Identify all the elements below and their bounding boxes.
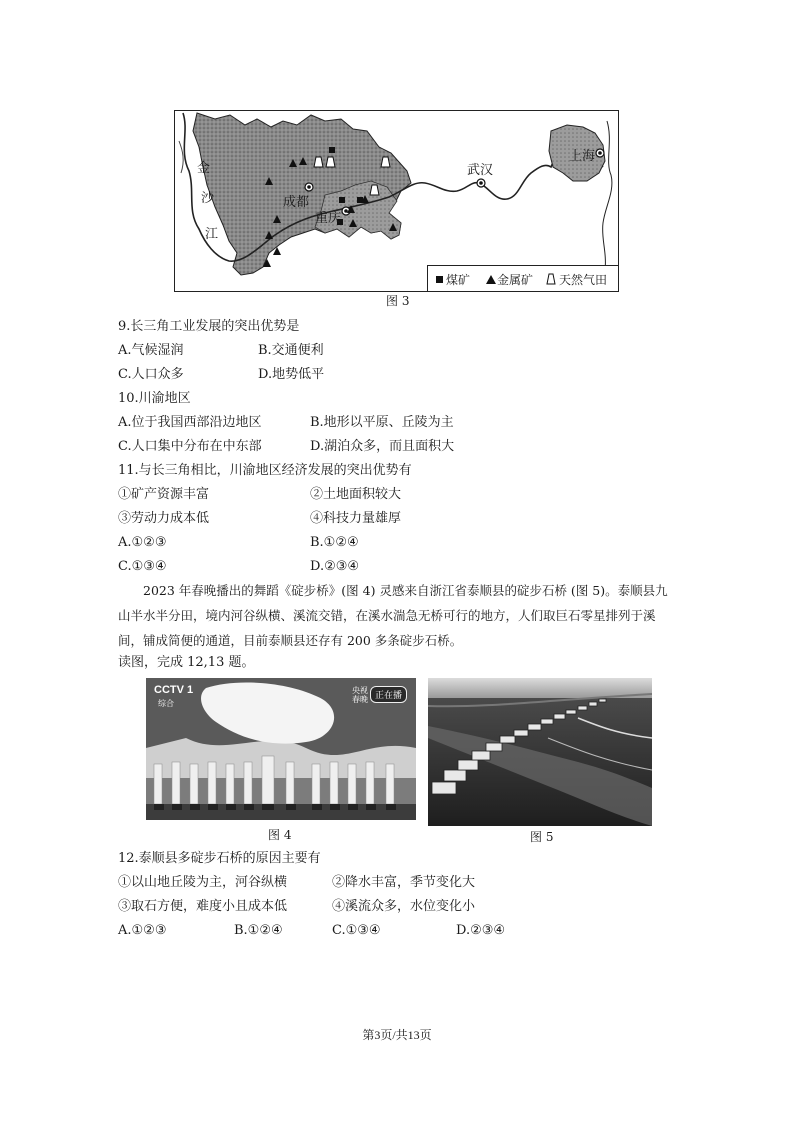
label-chongqing: 重庆	[315, 211, 342, 226]
legend-coal-label: 煤矿	[446, 273, 471, 287]
coastline	[603, 121, 615, 287]
gala-badge: 央视 春晚	[352, 686, 368, 704]
q10-stem: 10.川渝地区	[118, 391, 191, 406]
q12-item-1: ①以山地丘陵为主，河谷纵横	[118, 875, 288, 890]
label-wuhan: 武汉	[467, 163, 494, 178]
city-wuhan	[477, 179, 485, 187]
legend-metal-label: 金属矿	[497, 273, 534, 287]
q9-option-c: C.人口众多	[118, 367, 184, 382]
city-shanghai	[596, 149, 604, 157]
q11-item-4: ④科技力量雄厚	[310, 511, 402, 526]
metal-legend-icon	[486, 275, 496, 284]
q11-item-1: ①矿产资源丰富	[118, 487, 210, 502]
map-legend	[427, 265, 618, 291]
q12-option-d: D.②③④	[456, 923, 506, 938]
label-chengdu: 成都	[283, 195, 310, 210]
passage-text: 2023 年春晚播出的舞蹈《碇步桥》(图 4) 灵感来自浙江省泰顺县的碇步石桥 (图 5)。泰顺县九山半水半分田，境内河谷纵横、溪流交错，在溪水湍急无桥可行的地方，人们取巨石零星排列于溪间，铺成简便的通道，目前泰顺县还存有 200 多条碇步石桥。	[118, 583, 668, 648]
q10-option-b: B.地形以平原、丘陵为主	[310, 415, 454, 430]
q9-option-d: D.地势低平	[258, 367, 325, 382]
q10-option-a: A.位于我国西部沿边地区	[118, 415, 262, 430]
q11-option-b: B.①②④	[310, 535, 359, 550]
live-badge: 正在播	[370, 686, 407, 703]
q12-stem: 12.泰顺县多碇步石桥的原因主要有	[118, 851, 321, 866]
page-footer: 第3页/共13页	[362, 1028, 432, 1042]
label-jin: 金	[197, 161, 211, 176]
q12-item-4: ④溪流众多，水位变化小	[332, 899, 476, 914]
q11-option-c: C.①③④	[118, 559, 167, 574]
q11-stem: 11.与长三角相比，川渝地区经济发展的突出优势有	[118, 463, 412, 478]
cctv-sublogo: 综合	[158, 699, 174, 708]
q9-stem: 9.长三角工业发展的突出优势是	[118, 319, 300, 334]
q11-item-3: ③劳动力成本低	[118, 511, 210, 526]
gas-legend-icon	[546, 273, 556, 285]
q9-option-b: B.交通便利	[258, 343, 324, 358]
q10-option-c: C.人口集中分布在中东部	[118, 439, 262, 454]
label-shanghai: 上海	[569, 149, 596, 164]
read-instruction: 读图，完成 12,13 题。	[118, 655, 255, 670]
q10-option-d: D.湖泊众多，而且面积大	[310, 439, 455, 454]
jinsha-river	[179, 141, 183, 173]
map-graphic	[175, 111, 618, 291]
figure-5-caption: 图 5	[530, 830, 554, 844]
q12-item-2: ②降水丰富，季节变化大	[332, 875, 476, 890]
sichuan-chongqing-map	[174, 110, 619, 292]
q12-option-a: A.①②③	[118, 923, 167, 938]
q12-item-3: ③取石方便，难度小且成本低	[118, 899, 288, 914]
legend-gas-label: 天然气田	[559, 273, 608, 287]
cctv-logo: CCTV 1	[154, 684, 194, 696]
q9-option-a: A.气候湿润	[118, 343, 184, 358]
figure-4-caption: 图 4	[268, 828, 292, 842]
city-chengdu	[305, 183, 313, 191]
q12-option-c: C.①③④	[332, 923, 381, 938]
figure-5-photo	[428, 678, 652, 826]
q11-option-d: D.②③④	[310, 559, 360, 574]
label-sha: 沙	[201, 191, 215, 206]
figure-4-photo	[146, 678, 416, 820]
coal-legend-icon	[436, 276, 443, 283]
figure-3-caption: 图 3	[386, 294, 410, 308]
label-jiang: 江	[205, 227, 219, 242]
stepping-stone-bridge-graphic	[428, 678, 652, 826]
q11-item-2: ②土地面积较大	[310, 487, 402, 502]
q11-option-a: A.①②③	[118, 535, 167, 550]
q12-option-b: B.①②④	[234, 923, 283, 938]
